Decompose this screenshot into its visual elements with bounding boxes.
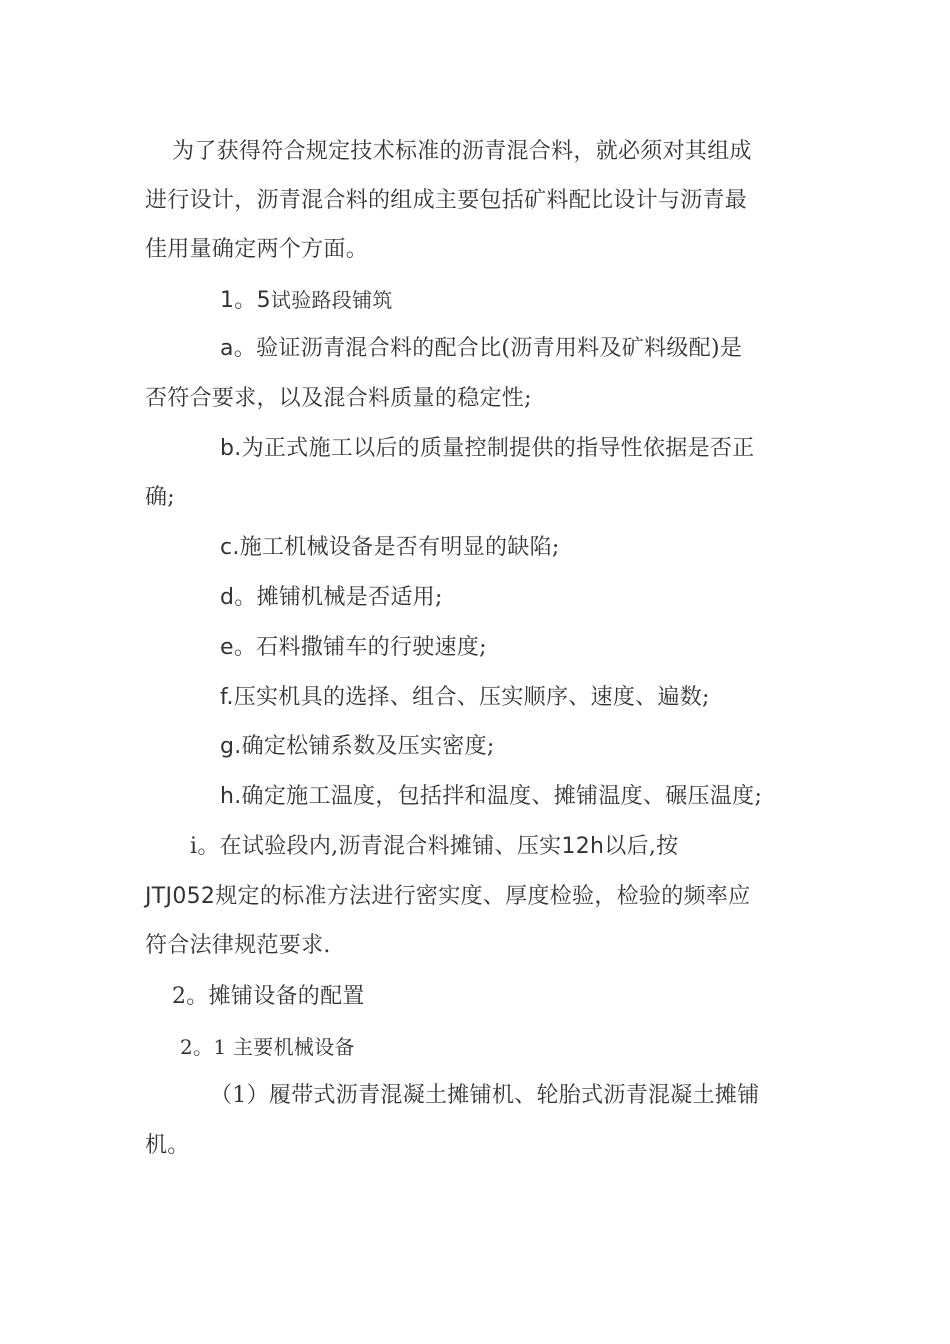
section-2-item-1-line-1: （1）履带式沥青混凝土摊铺机、轮胎式沥青混凝土摊铺 <box>210 1083 760 1108</box>
item-i-code: JTJ052 <box>145 884 216 909</box>
item-f-text: 压实机具的选择、组合、压实顺序、速度、遍数; <box>233 685 710 710</box>
item-g-letter: g. <box>220 734 242 759</box>
intro-line-2: 进行设计，沥青混合料的组成主要包括矿料配比设计与沥青最 <box>145 188 748 213</box>
item-c-letter: c. <box>220 535 240 560</box>
item-b-text: 为正式施工以后的质量控制提供的指导性依据是否正 <box>241 436 755 461</box>
item-b-letter: b. <box>220 436 242 461</box>
item-f <box>220 684 710 712</box>
item-e <box>220 634 487 662</box>
item-e-letter: e <box>220 635 234 660</box>
section-2-heading: 2。摊铺设备的配置 <box>172 984 365 1009</box>
item-f-letter: f. <box>220 685 234 710</box>
section-2-1-heading: 2。1 主要机械设备 <box>180 1035 355 1059</box>
item-i-hours: 12h <box>561 834 605 859</box>
item-i-line-1 <box>190 833 678 861</box>
item-d-text: 。摊铺机械是否适用; <box>234 585 443 610</box>
item-b-line-2: 确; <box>145 485 176 510</box>
section-1-5-number: 1。5 <box>220 288 271 313</box>
item-h <box>220 783 762 811</box>
intro-line-3: 佳用量确定两个方面。 <box>145 237 369 262</box>
item-c <box>220 534 560 562</box>
item-g-text: 确定松铺系数及压实密度; <box>241 734 495 759</box>
item-h-letter: h. <box>220 784 242 809</box>
item-a-letter: a <box>220 336 234 361</box>
item-a-line-2: 否符合要求，以及混合料质量的稳定性; <box>145 386 532 411</box>
item-a-line-1 <box>220 335 742 363</box>
section-2-item-1-line-2: 机。 <box>145 1133 190 1158</box>
item-c-text: 施工机械设备是否有明显的缺陷; <box>239 535 560 560</box>
item-a-text: 。验证沥青混合料的配合比(沥青用料及矿料级配)是 <box>233 336 743 361</box>
item-e-text: 。石料撒铺车的行驶速度; <box>233 635 487 660</box>
section-1-5-heading <box>220 286 393 315</box>
item-d-letter: d <box>220 585 235 610</box>
item-b-line-1 <box>220 435 754 463</box>
section-1-5-title: 试验路段铺筑 <box>270 288 393 312</box>
item-i-line-2 <box>145 883 750 911</box>
item-i-text-a: i。在试验段内,沥青混合料摊铺、压实 <box>190 834 562 859</box>
intro-line-1: 为了获得符合规定技术标准的沥青混合料，就必须对其组成 <box>172 139 752 164</box>
item-g <box>220 733 495 761</box>
item-i-line-3: 符合法律规范要求. <box>145 933 331 958</box>
item-h-text: 确定施工温度，包括拌和温度、摊铺温度、碾压温度; <box>241 784 763 809</box>
item-i-text-b: 以后,按 <box>604 834 679 859</box>
item-d <box>220 584 443 612</box>
item-i-text-c: 规定的标准方法进行密实度、厚度检验，检验的频率应 <box>215 884 751 909</box>
